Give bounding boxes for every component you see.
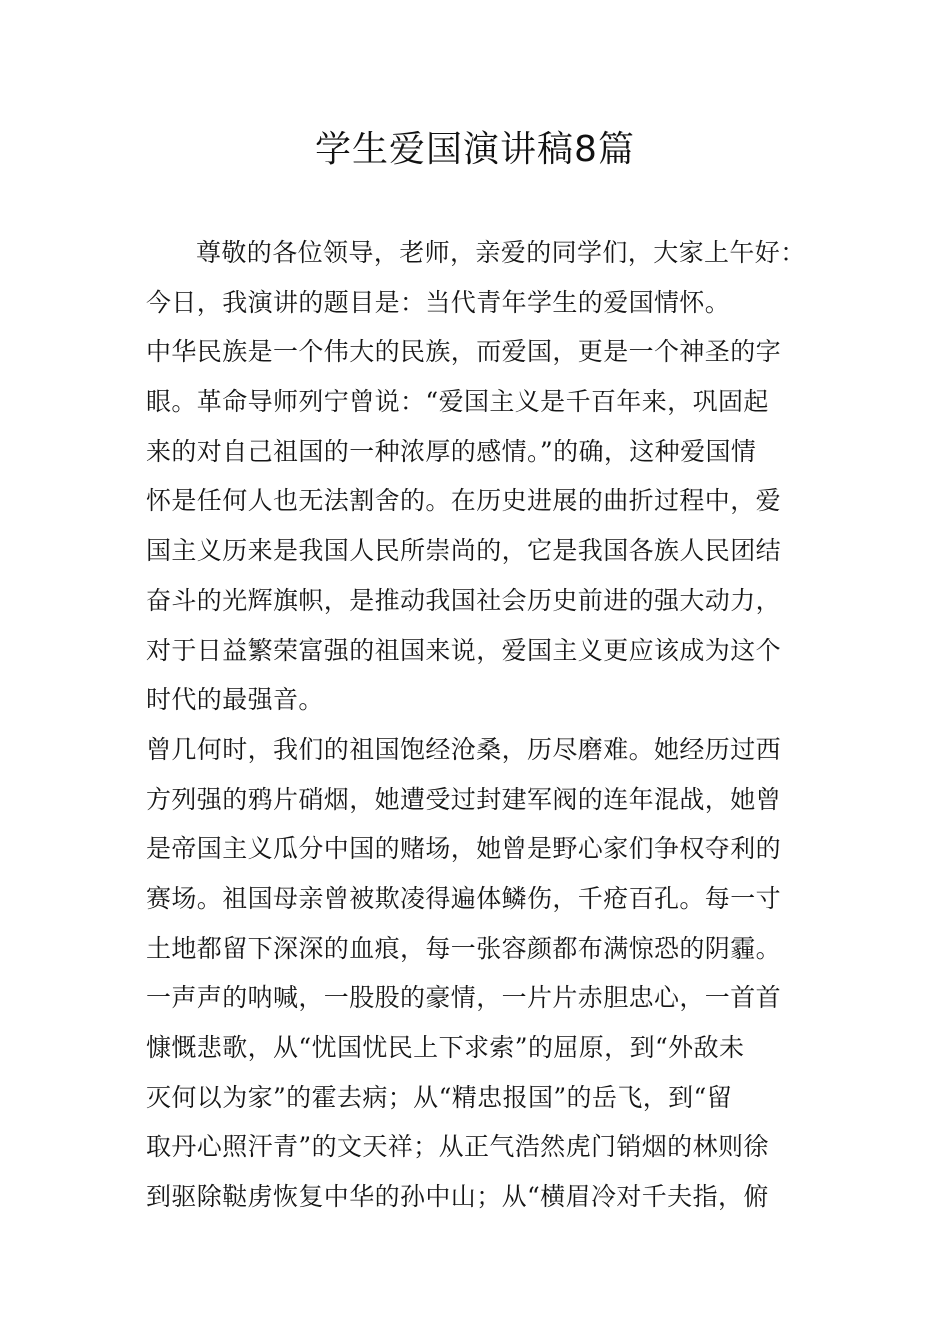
body-line: 今日，我演讲的题目是：当代青年学生的爱国情怀。: [146, 287, 731, 317]
body-line: 取丹心照汗青”的文天祥；从正气浩然虎门销烟的林则徐: [146, 1132, 769, 1162]
body-line: 尊敬的各位领导，老师，亲爱的同学们，大家上午好：: [196, 238, 806, 267]
body-line: 慷慨悲歌，从“忧国忧民上下求索”的屈原，到“外敌未: [146, 1033, 745, 1062]
body-line: 方列强的鸦片硝烟，她遭受过封建军阀的连年混战，她曾: [146, 784, 782, 814]
body-line: 赛场。祖国母亲曾被欺凌得遍体鳞伤，千疮百孔。每一寸: [146, 883, 782, 913]
body-line: 奋斗的光辉旗帜，是推动我国社会历史前进的强大动力，: [146, 585, 782, 615]
body-line: 来的对自己祖国的一种浓厚的感情。”的确，这种爱国情: [146, 436, 757, 466]
body-line: 一声声的呐喊，一股股的豪情，一片片赤胆忠心，一首首: [146, 983, 782, 1013]
body-line: 中华民族是一个伟大的民族，而爱国，更是一个神圣的字: [146, 337, 782, 367]
document-body: [146, 228, 808, 1222]
body-line: 土地都留下深深的血痕，每一张容颜都布满惊恐的阴霾。: [146, 933, 782, 963]
body-line: 到驱除鞑虏恢复中华的孙中山；从“横眉冷对千夫指，俯: [146, 1182, 769, 1212]
body-line: 是帝国主义瓜分中国的赌场，她曾是野心家们争权夺利的: [146, 834, 782, 864]
body-line: 眼。革命导师列宁曾说：“爱国主义是千百年来，巩固起: [146, 387, 769, 417]
body-line: 时代的最强音。: [146, 685, 324, 715]
body-line: 曾几何时，我们的祖国饱经沧桑，历尽磨难。她经历过西: [146, 734, 782, 764]
body-line: 对于日益繁荣富强的祖国来说，爱国主义更应该成为这个: [146, 635, 782, 665]
body-line: 国主义历来是我国人民所崇尚的，它是我国各族人民团结: [146, 536, 782, 566]
body-line: 灭何以为家”的霍去病；从“精忠报国”的岳飞，到“留: [146, 1082, 733, 1112]
document-title: 学生爱国演讲稿8篇: [315, 129, 635, 170]
body-line: 怀是任何人也无法割舍的。在历史进展的曲折过程中，爱: [146, 486, 782, 516]
